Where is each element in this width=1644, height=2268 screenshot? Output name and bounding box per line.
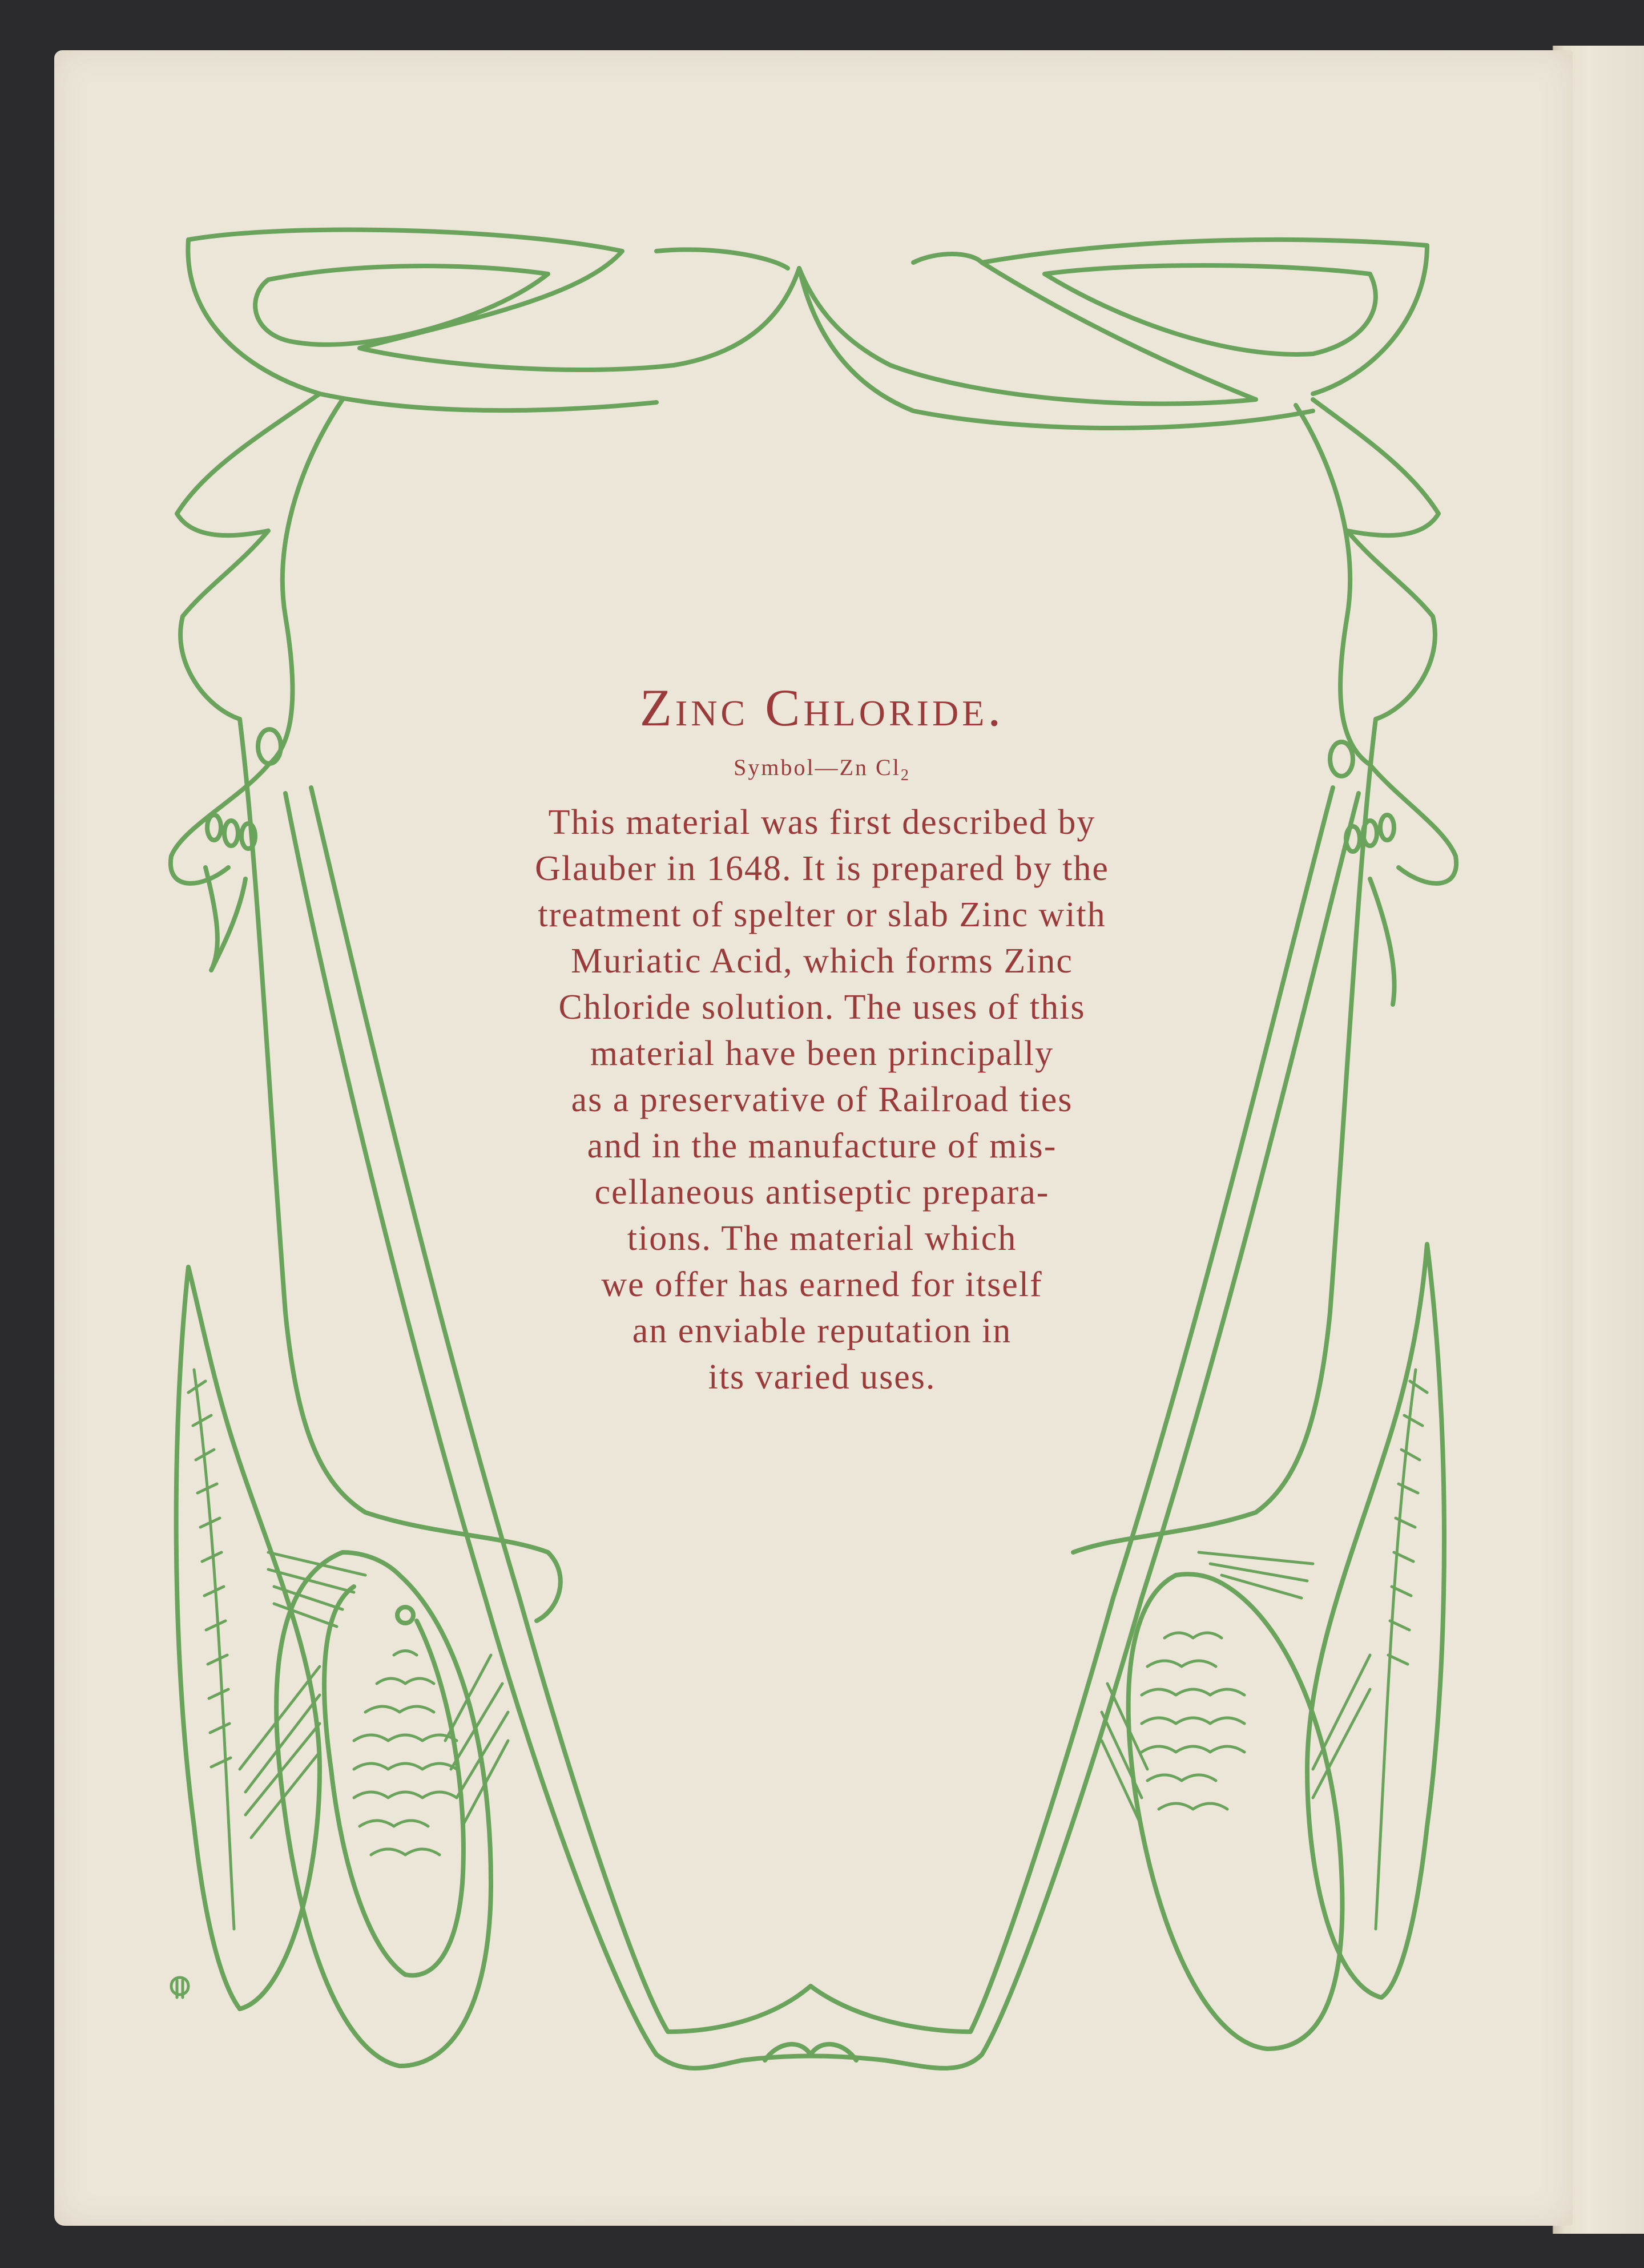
paragraph-line: Muriatic Acid, which forms Zinc xyxy=(571,942,1073,981)
paragraph-line: an enviable reputation in xyxy=(632,1311,1012,1351)
artist-monogram-icon xyxy=(171,1978,188,1997)
bottom-arch-ornament xyxy=(656,1986,982,2068)
paragraph-line: we offer has earned for itself xyxy=(601,1265,1043,1305)
paragraph-line: its varied uses. xyxy=(708,1358,936,1397)
paragraph-line: treatment of spelter or slab Zinc with xyxy=(538,895,1106,935)
symbol-text: Symbol—Zn Cl xyxy=(734,754,901,781)
paragraph-line: and in the manufacture of mis- xyxy=(587,1127,1057,1166)
paragraph-line: as a preservative of Railroad ties xyxy=(571,1080,1073,1120)
paragraph-line: material have been principally xyxy=(590,1034,1054,1074)
paragraph-line: cellaneous antiseptic prepara- xyxy=(594,1173,1050,1212)
top-scroll-ornament xyxy=(188,230,1427,428)
paragraph-line: Glauber in 1648. It is prepared by the xyxy=(535,849,1109,889)
paragraph-line: This material was first described by xyxy=(548,803,1096,842)
page-title: Zinc Chloride. xyxy=(639,679,1005,737)
chemical-symbol xyxy=(434,754,1210,785)
paragraph-line: Chloride solution. The uses of this xyxy=(558,988,1086,1027)
description-paragraph xyxy=(434,800,1210,1401)
text-content xyxy=(434,679,1210,1401)
paragraph-line: tions. The material which xyxy=(627,1219,1017,1258)
symbol-subscript: 2 xyxy=(900,766,910,785)
